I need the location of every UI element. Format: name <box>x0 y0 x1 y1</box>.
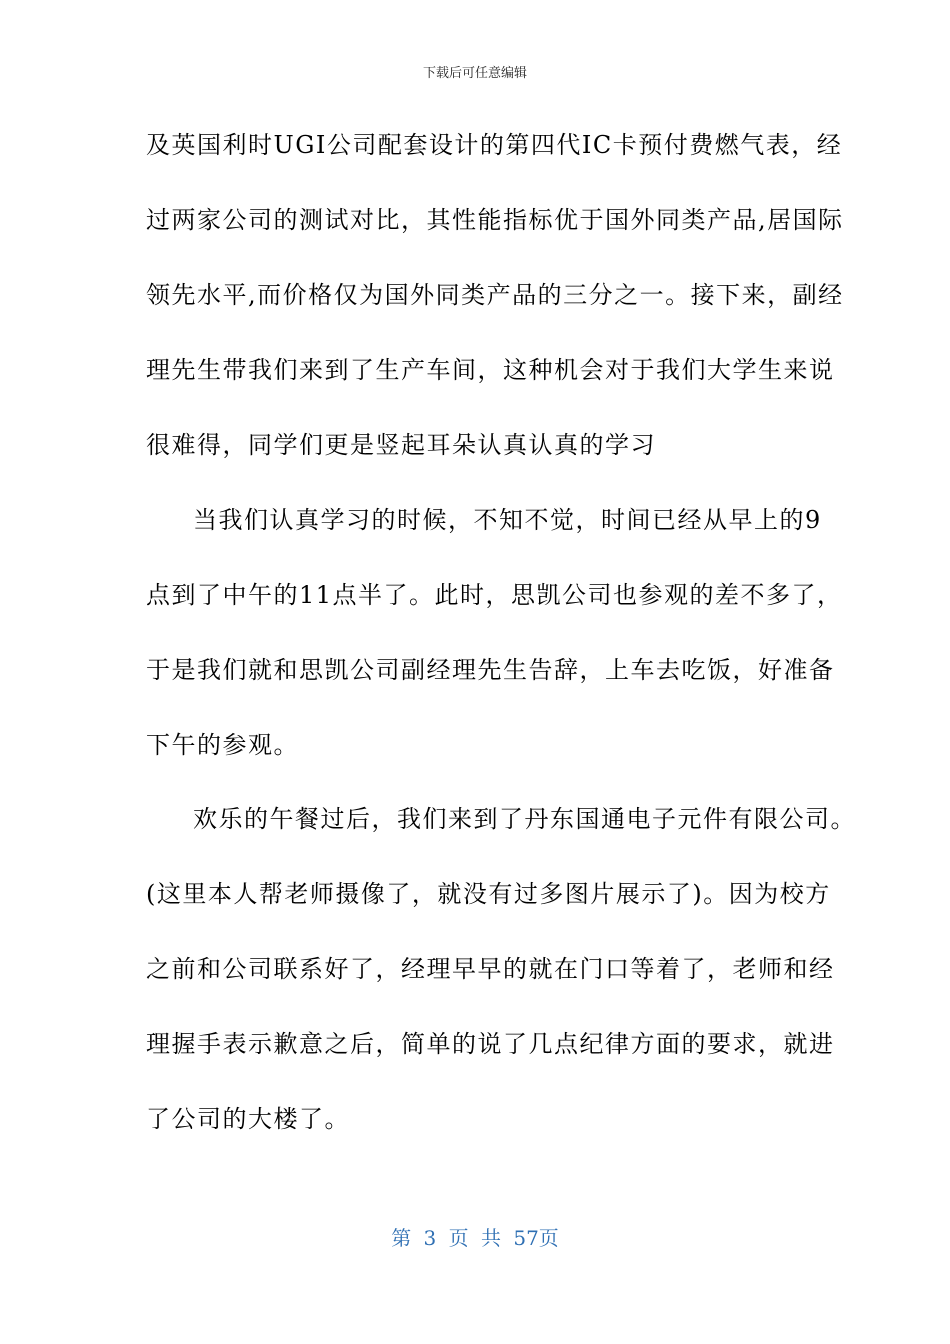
body-line: 点到了中午的11点半了。此时，思凯公司也参观的差不多了， <box>146 581 843 609</box>
body-line: 领先水平,而价格仅为国外同类产品的三分之一。接下来，副经 <box>146 281 844 309</box>
body-line: 很难得，同学们更是竖起耳朵认真认真的学习 <box>146 431 656 459</box>
body-line: 理握手表示歉意之后，简单的说了几点纪律方面的要求，就进 <box>146 1030 835 1058</box>
body-line: 理先生带我们来到了生产车间，这种机会对于我们大学生来说 <box>146 356 835 384</box>
body-line: (这里本人帮老师摄像了，就没有过多图片展示了)。因为校方 <box>146 880 831 908</box>
page-header: 下载后可任意编辑 <box>422 66 527 81</box>
body-line: 过两家公司的测试对比，其性能指标优于国外同类产品,居国际 <box>146 206 844 234</box>
page-number-footer: 第 3 页 共 57页 <box>391 1226 559 1250</box>
paragraph-first-line: 当我们认真学习的时候，不知不觉，时间已经从早上的9 <box>193 506 822 534</box>
body-line: 及英国利时UGI公司配套设计的第四代IC卡预付费燃气表，经 <box>146 131 843 159</box>
body-line: 了公司的大楼了。 <box>146 1105 350 1133</box>
paragraph-first-line: 欢乐的午餐过后，我们来到了丹东国通电子元件有限公司。 <box>193 805 856 833</box>
body-line: 于是我们就和思凯公司副经理先生告辞，上车去吃饭，好准备 <box>146 656 835 684</box>
body-line: 下午的参观。 <box>146 731 299 759</box>
body-line: 之前和公司联系好了，经理早早的就在门口等着了，老师和经 <box>146 955 835 983</box>
